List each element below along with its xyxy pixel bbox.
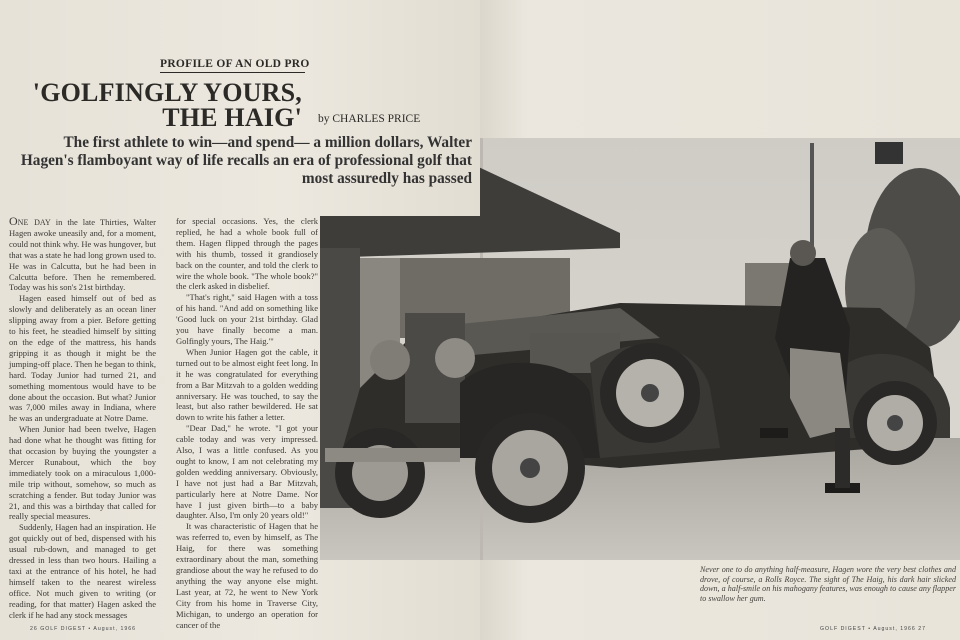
- title-line-2: THE HAIG': [162, 103, 302, 132]
- footer-right: GOLF DIGEST • August, 1966 27: [820, 626, 926, 632]
- paragraph: for special occasions. Yes, the clerk replied, he had a whole book full of them. Hagen flipped through the pages with his thumb, tossed it grandiosely back on the counter, and told the clerk to wire the whole book. "The whole book?" the clerk asked in disbelief.: [176, 216, 318, 292]
- paragraph: "That's right," said Hagen with a toss of his hand. "And add on something like 'Good luck on your 21st birthday. Glad you have finally become a man. Golfingly yours, The Haig.'": [176, 292, 318, 346]
- kicker: PROFILE OF AN OLD PRO: [160, 58, 305, 73]
- title-line-1: 'GOLFINGLY YOURS,: [32, 78, 302, 107]
- paragraph: Suddenly, Hagen had an inspiration. He got quickly out of bed, dispensed with his usual rub-down, and managed to get dressed in less than two hours. Hailing a taxi at the entrance of his hotel, he had himself taken to the nearest wireless office. Not much given to writing (or reading, for that matter) Hagen asked the clerk if he had any stock messages: [9, 522, 156, 620]
- paragraph: When Junior Hagen got the cable, it turned out to be almost eight feet long. In it he was congratulated for everything from a Bar Mitzvah to a golden wedding anniversary. He was touched, to say the least, but also rather bewildered. He sat down to write his father a letter.: [176, 346, 318, 423]
- text-column-2: [176, 216, 318, 630]
- paragraph: "Dear Dad," he wrote. "I got your cable today and was very impressed. Also, I was a little confused. As you ought to know, I am not celebrating my golden wedding anniversary. Obviously, I have not just had a Bar Mitzvah, particularly here at Notre Dame. Nor have I just given birth—to a baby daughter. Also, I'm only 20 years old!": [176, 423, 318, 521]
- article-title: [20, 80, 302, 130]
- paragraph: Hagen eased himself out of bed as slowly and deliberately as an ocean liner slipping away from a pier. Before getting to his feet, he steadied himself by sitting on the edge of the mattress, his hands gripping it as though it might be the jumping-off place. Then he began to think, hard. Today Junior had turned 21, and something momentous would have to be done about the occasion. But what? Junior was 7,000 miles away in Indiana, where he was an undergraduate at Notre Dame.: [9, 293, 156, 424]
- byline: by CHARLES PRICE: [318, 113, 421, 125]
- text-column-1: [9, 216, 156, 621]
- paragraph: in the late Thirties, Walter Hagen awoke uneasily and, for a moment, could not think why. He was hungover, but that was a state he had long grown used to. He was in Calcutta, but he had been in Calcutta before. Then he remembered. Today was his son's 21st birthday.: [9, 217, 156, 293]
- footer-left: 26 GOLF DIGEST • August, 1966: [30, 626, 136, 632]
- photo-caption: Never one to do anything half-measure, Hagen wore the very best clothes and drove, of course, a Rolls Royce. The sight of The Haig, his dark hair slicked down, a half-smile on his mahogany features, was enough to cause any flapper to swallow her gum.: [700, 565, 956, 603]
- paragraph: When Junior had been twelve, Hagen had done what he thought was fitting for that occasion by buying the youngster a Mercer Runabout, which the boy immediately took on a miraculous 1,000-mile trip without, somehow, so much as scratching a fender. But today Junior was 21, and this was a birthday that called for really special measures.: [9, 424, 156, 522]
- drop-cap: One day: [9, 214, 51, 228]
- paragraph: It was characteristic of Hagen that he was referred to, even by himself, as The Haig, for there was something extraordinary about the man, something grandiose about the way he refused to do anything the way anyone else might. Last year, at 72, he went to New York City from his home in Traverse City, Michigan, to undergo an operation for cancer of the: [176, 521, 318, 630]
- deck: The first athlete to win—and spend— a million dollars, Walter Hagen's flamboyant way of life recalls an era of professional golf that most assuredly has passed: [20, 134, 472, 187]
